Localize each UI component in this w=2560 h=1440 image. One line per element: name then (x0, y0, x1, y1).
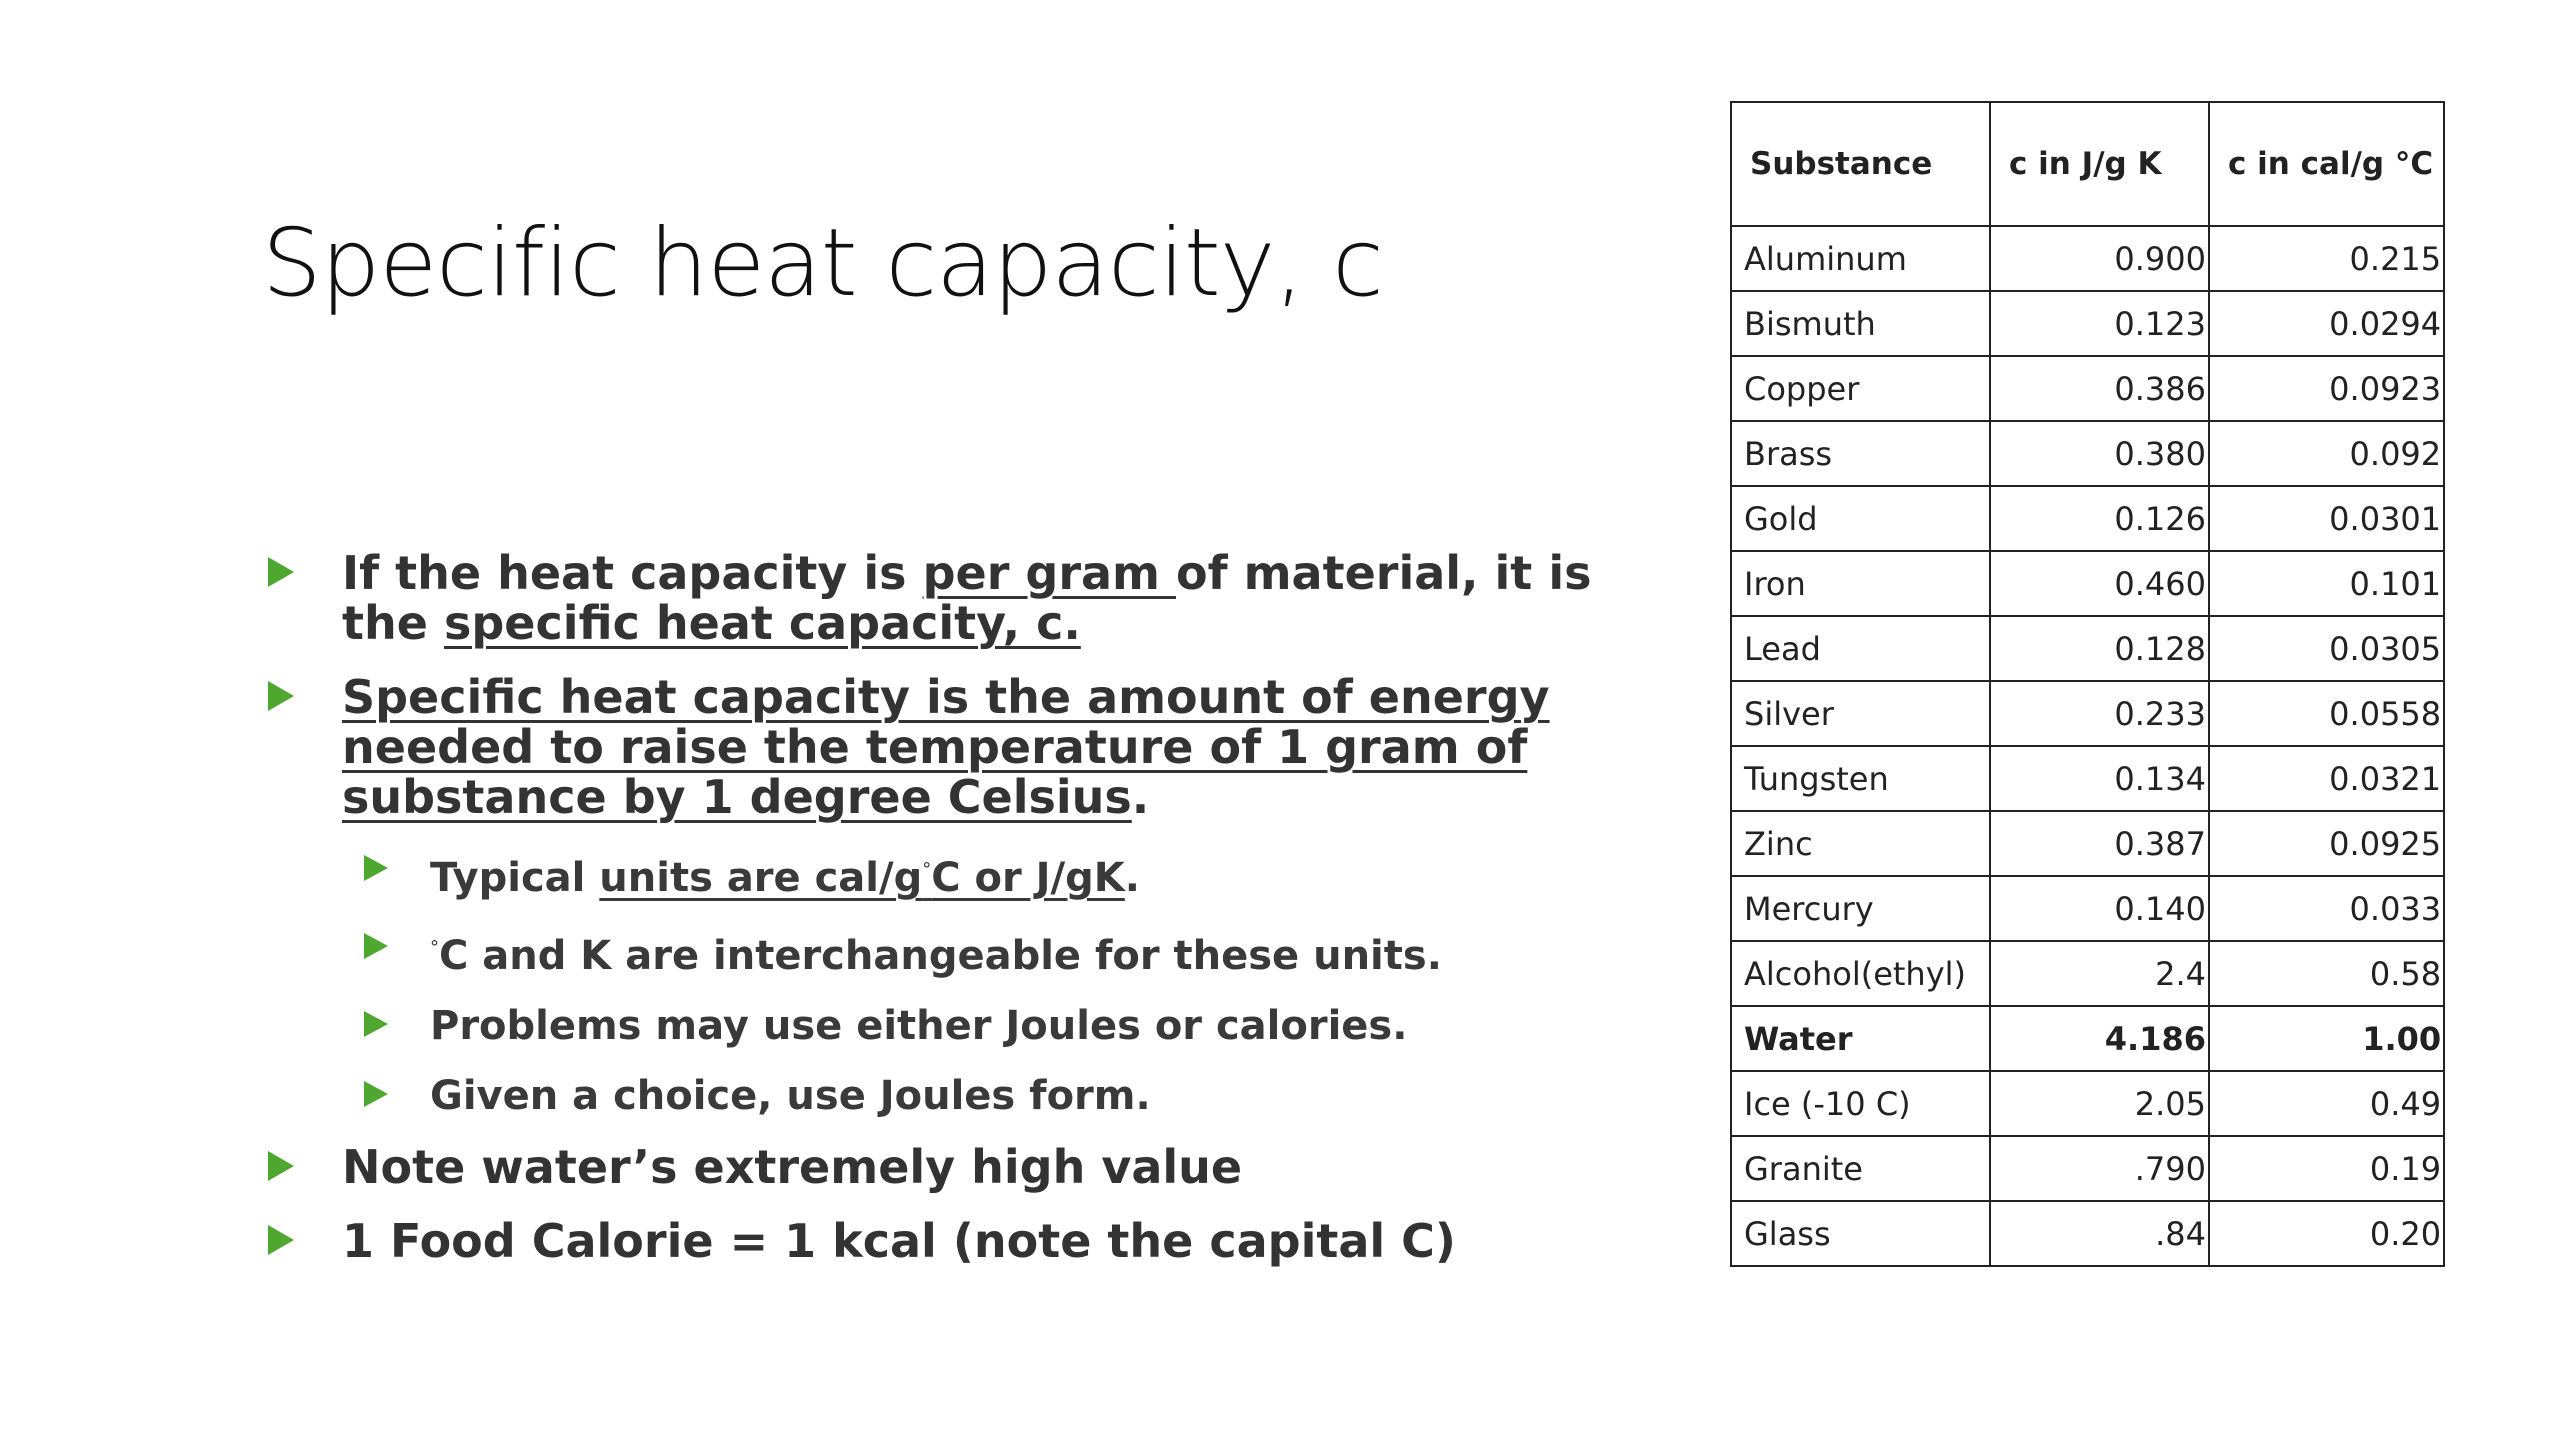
cell-joules: 0.233 (1990, 681, 2209, 746)
slide-title: Specific heat capacity, c (262, 209, 1383, 318)
bullet-triangle-icon (364, 933, 388, 959)
table-row (1731, 551, 2444, 616)
bullet-triangle-icon (364, 855, 388, 881)
cell-substance: Tungsten (1731, 746, 1990, 811)
cell-joules: .790 (1990, 1136, 2209, 1201)
table-row (1731, 1071, 2444, 1136)
header-substance: Substance (1731, 102, 1990, 226)
cell-calories: 0.0923 (2209, 356, 2444, 421)
table-row (1731, 356, 2444, 421)
specific-heat-table (1730, 101, 2445, 1267)
cell-joules: 0.134 (1990, 746, 2209, 811)
cell-joules: 0.386 (1990, 356, 2209, 421)
cell-substance: Gold (1731, 486, 1990, 551)
cell-calories: 0.092 (2209, 421, 2444, 486)
bullet-food-calorie: 1 Food Calorie = 1 kcal (note the capital C) (268, 1216, 1628, 1266)
cell-substance: Copper (1731, 356, 1990, 421)
table-row-water (1731, 1006, 2444, 1071)
bullet-interchangeable: °C and K are interchangeable for these units. (364, 924, 1628, 980)
cell-joules: 0.380 (1990, 421, 2209, 486)
cell-substance: Silver (1731, 681, 1990, 746)
cell-calories: 0.20 (2209, 1201, 2444, 1266)
table-row (1731, 421, 2444, 486)
cell-joules: 4.186 (1990, 1006, 2209, 1071)
bullet-water-value: Note water’s extremely high value (268, 1142, 1628, 1192)
cell-substance: Granite (1731, 1136, 1990, 1201)
cell-calories: 0.215 (2209, 226, 2444, 291)
cell-substance: Lead (1731, 616, 1990, 681)
cell-substance: Ice (-10 C) (1731, 1071, 1990, 1136)
cell-calories: 0.49 (2209, 1071, 2444, 1136)
cell-joules: 2.4 (1990, 941, 2209, 1006)
bullet-triangle-icon (364, 1011, 388, 1037)
cell-joules: 0.123 (1990, 291, 2209, 356)
cell-joules: 0.140 (1990, 876, 2209, 941)
table-row (1731, 746, 2444, 811)
cell-calories: 1.00 (2209, 1006, 2444, 1071)
cell-substance: Water (1731, 1006, 1990, 1071)
table-row (1731, 1201, 2444, 1266)
cell-substance: Glass (1731, 1201, 1990, 1266)
cell-joules: 0.128 (1990, 616, 2209, 681)
cell-calories: 0.0321 (2209, 746, 2444, 811)
cell-joules: 0.387 (1990, 811, 2209, 876)
cell-substance: Zinc (1731, 811, 1990, 876)
table-row (1731, 941, 2444, 1006)
header-joules: c in J/g K (1990, 102, 2209, 226)
bullet-joules-or-calories: Problems may use either Joules or calories. (364, 1002, 1628, 1050)
table-row (1731, 226, 2444, 291)
bullet-typical-units: Typical units are cal/g°C or J/gK. (364, 846, 1628, 902)
table-row (1731, 1136, 2444, 1201)
cell-substance: Aluminum (1731, 226, 1990, 291)
cell-calories: 0.0294 (2209, 291, 2444, 356)
cell-calories: 0.0301 (2209, 486, 2444, 551)
cell-substance: Brass (1731, 421, 1990, 486)
cell-calories: 0.101 (2209, 551, 2444, 616)
bullet-triangle-icon (268, 681, 294, 711)
bullet-triangle-icon (268, 1225, 294, 1255)
bullet-list (268, 548, 1628, 1290)
bullet-joules-form: Given a choice, use Joules form. (364, 1072, 1628, 1120)
cell-joules: .84 (1990, 1201, 2209, 1266)
bullet-per-gram: If the heat capacity is per gram of material, it is the specific heat capacity, c. (268, 548, 1628, 648)
cell-substance: Mercury (1731, 876, 1990, 941)
table-header-row (1731, 102, 2444, 226)
bullet-triangle-icon (364, 1081, 388, 1107)
table-row (1731, 616, 2444, 681)
cell-calories: 0.19 (2209, 1136, 2444, 1201)
cell-calories: 0.58 (2209, 941, 2444, 1006)
bullet-triangle-icon (268, 1151, 294, 1181)
cell-substance: Bismuth (1731, 291, 1990, 356)
cell-calories: 0.0925 (2209, 811, 2444, 876)
cell-joules: 0.126 (1990, 486, 2209, 551)
header-calories: c in cal/g °C (2209, 102, 2444, 226)
cell-joules: 0.460 (1990, 551, 2209, 616)
cell-joules: 2.05 (1990, 1071, 2209, 1136)
cell-joules: 0.900 (1990, 226, 2209, 291)
table-row (1731, 876, 2444, 941)
table-row (1731, 486, 2444, 551)
bullet-definition: Specific heat capacity is the amount of energy needed to raise the temperature of 1 gram of substance by 1 degree Celsius. (268, 672, 1628, 822)
bullet-triangle-icon (268, 557, 294, 587)
table-row (1731, 291, 2444, 356)
cell-substance: Alcohol(ethyl) (1731, 941, 1990, 1006)
table-row (1731, 811, 2444, 876)
cell-calories: 0.0305 (2209, 616, 2444, 681)
cell-calories: 0.033 (2209, 876, 2444, 941)
cell-substance: Iron (1731, 551, 1990, 616)
cell-calories: 0.0558 (2209, 681, 2444, 746)
specific-heat-table-container (1730, 101, 2445, 1267)
table-row (1731, 681, 2444, 746)
